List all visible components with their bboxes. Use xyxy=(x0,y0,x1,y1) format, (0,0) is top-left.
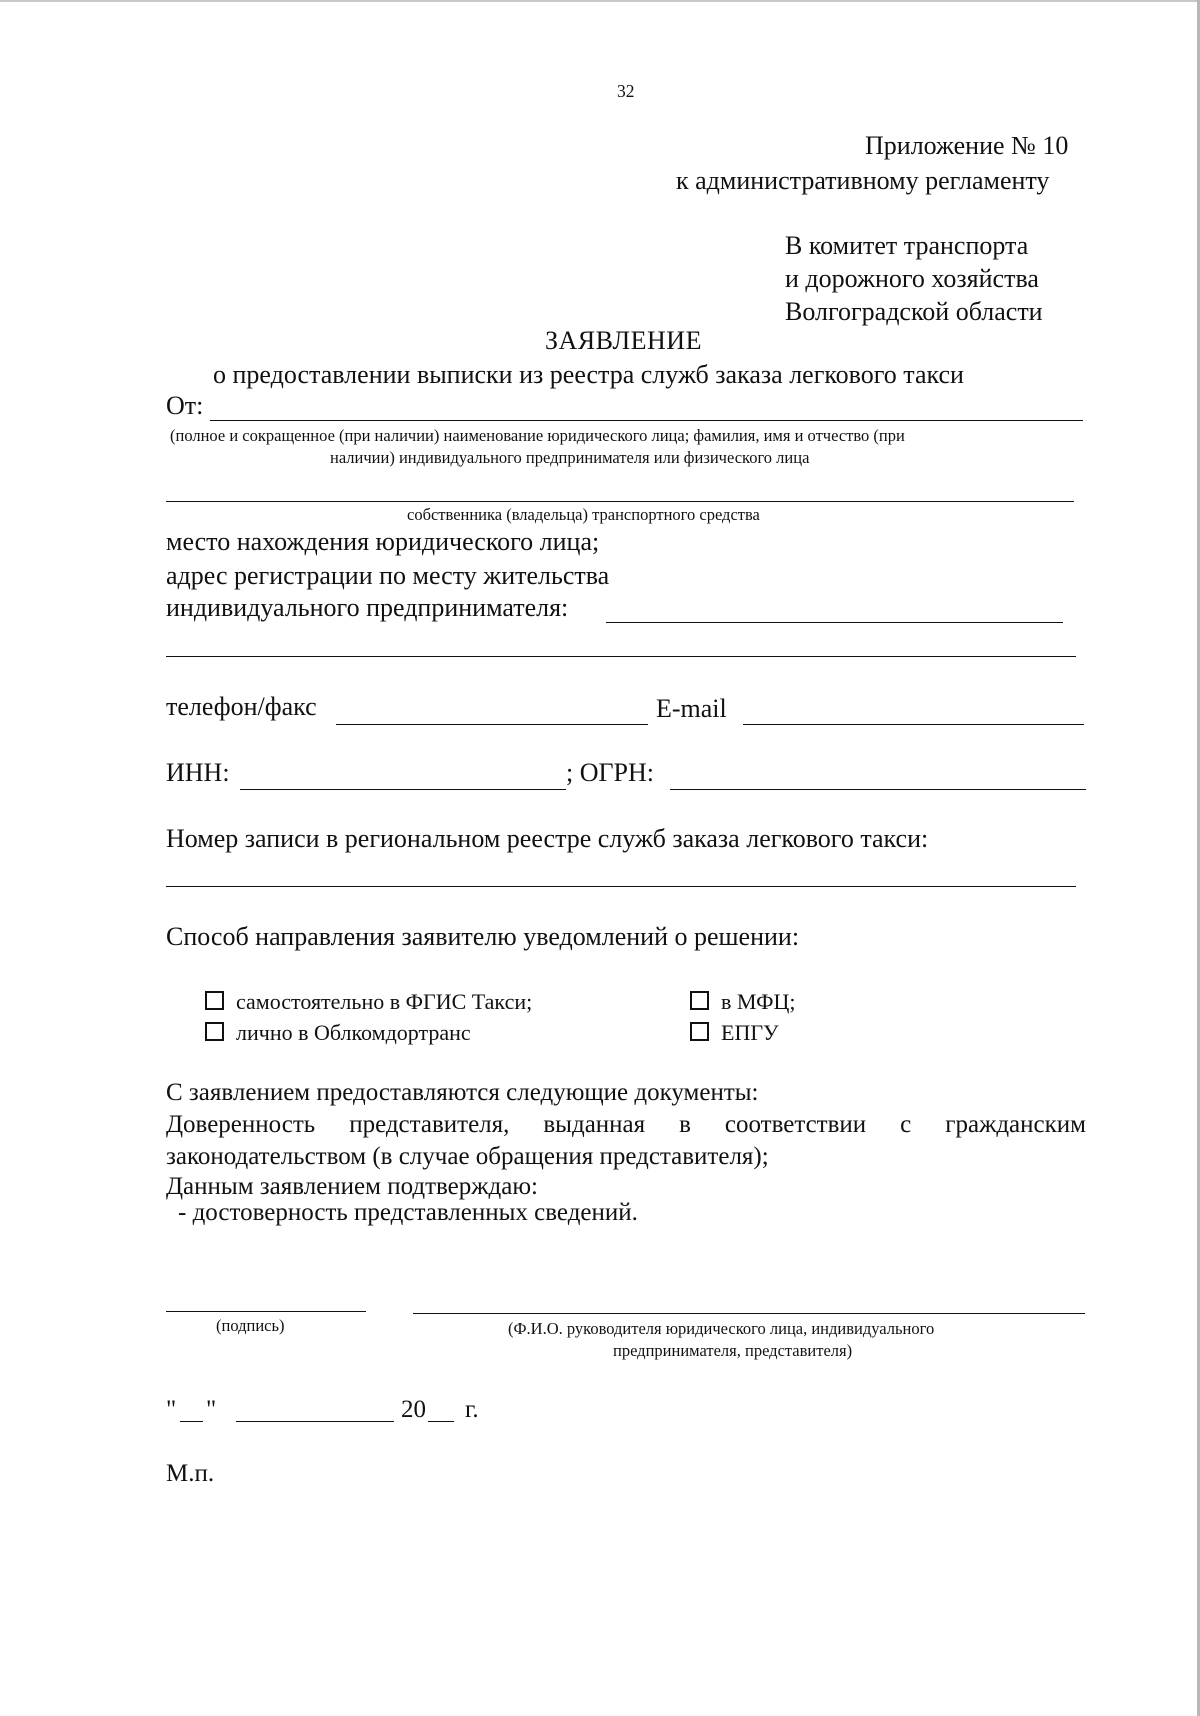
ogrn-label: ; ОГРН: xyxy=(566,758,654,787)
full-name-hint-line-1: (Ф.И.О. руководителя юридического лица, индивидуального xyxy=(508,1319,935,1338)
option-label: лично в Облкомдортранс xyxy=(236,1020,471,1045)
option-label: в МФЦ; xyxy=(721,989,796,1014)
checkbox[interactable] xyxy=(205,991,224,1010)
full-name-hint-line-2: предпринимателя, представителя) xyxy=(613,1341,853,1360)
inn-label: ИНН: xyxy=(166,758,230,787)
checkbox[interactable] xyxy=(690,991,709,1010)
address-input-line-2[interactable] xyxy=(166,656,1076,657)
phone-label: телефон/факс xyxy=(166,692,317,721)
word: соответствии xyxy=(724,1111,867,1138)
address-line-2: адрес регистрации по месту жительства xyxy=(166,561,610,590)
word: в xyxy=(679,1111,691,1138)
phone-input-line[interactable] xyxy=(336,724,648,725)
address-line-1: место нахождения юридического лица; xyxy=(166,527,600,556)
date-year-suffix: г. xyxy=(465,1396,479,1423)
documents-item-1-line-2: законодательством (в случае обращения представителя); xyxy=(166,1143,769,1170)
word: с xyxy=(900,1111,912,1138)
date-month-input-line[interactable] xyxy=(236,1421,394,1422)
date-quote-close: " xyxy=(206,1396,217,1423)
from-input-line[interactable] xyxy=(210,420,1083,421)
from-label: От: xyxy=(166,391,204,420)
word: гражданским xyxy=(945,1111,1086,1138)
document-title: ЗАЯВЛЕНИЕ xyxy=(545,326,702,355)
option-label: самостоятельно в ФГИС Такси; xyxy=(236,989,533,1014)
addressee-line-2: и дорожного хозяйства xyxy=(785,264,1039,293)
registry-record-input-line[interactable] xyxy=(166,886,1076,887)
appendix-number: Приложение № 10 xyxy=(865,131,1069,160)
inn-input-line[interactable] xyxy=(240,789,566,790)
documents-intro: С заявлением предоставляются следующие документы: xyxy=(166,1079,759,1106)
stamp-label: М.п. xyxy=(166,1460,215,1487)
word: Доверенность xyxy=(166,1111,316,1138)
notification-option-mfc[interactable] xyxy=(690,988,796,1016)
email-label: E-mail xyxy=(656,694,727,723)
notification-option-personal[interactable] xyxy=(205,1019,471,1047)
scan-edge xyxy=(0,0,1200,2)
from-hint-line-2: наличии) индивидуального предпринимателя или физического лица xyxy=(330,448,810,467)
appendix-reference: к административному регламенту xyxy=(676,166,1050,195)
date-year-input-line[interactable] xyxy=(428,1421,454,1422)
address-input-line[interactable] xyxy=(606,622,1063,623)
ogrn-input-line[interactable] xyxy=(670,789,1086,790)
address-line-3: индивидуального предпринимателя: xyxy=(166,593,569,622)
notification-option-fgis[interactable] xyxy=(205,988,532,1016)
registry-record-label: Номер записи в региональном реестре служб заказа легкового такси: xyxy=(166,824,929,853)
full-name-input-line[interactable] xyxy=(413,1313,1085,1314)
page-number: 32 xyxy=(617,81,635,101)
date-year-prefix: 20 xyxy=(401,1396,426,1423)
signature-hint: (подпись) xyxy=(216,1316,285,1335)
confirm-intro: Данным заявлением подтверждаю: xyxy=(166,1173,538,1200)
date-quote-open: " xyxy=(166,1396,177,1423)
notification-option-epgu[interactable] xyxy=(690,1019,779,1047)
addressee-line-1: В комитет транспорта xyxy=(785,231,1029,260)
checkbox[interactable] xyxy=(690,1022,709,1041)
date-day-input-line[interactable] xyxy=(180,1421,203,1422)
checkbox[interactable] xyxy=(205,1022,224,1041)
from-input-line-2[interactable] xyxy=(166,501,1074,502)
option-label: ЕПГУ xyxy=(721,1020,779,1045)
notification-label: Способ направления заявителю уведомлений о решении: xyxy=(166,922,800,951)
signature-input-line[interactable] xyxy=(166,1311,366,1312)
addressee-line-3: Волгоградской области xyxy=(785,297,1043,326)
word: представителя, xyxy=(349,1111,510,1138)
document-subtitle: о предоставлении выписки из реестра служб заказа легкового такси xyxy=(213,360,964,389)
word: выданная xyxy=(543,1111,646,1138)
confirm-item: - достоверность представленных сведений. xyxy=(178,1199,638,1226)
documents-item-1-line-1 xyxy=(166,1110,1086,1140)
from-hint-line-1: (полное и сокращенное (при наличии) наименование юридического лица; фамилия, имя и отчество (при xyxy=(170,426,905,445)
owner-hint: собственника (владельца) транспортного средства xyxy=(407,505,760,524)
email-input-line[interactable] xyxy=(743,724,1084,725)
